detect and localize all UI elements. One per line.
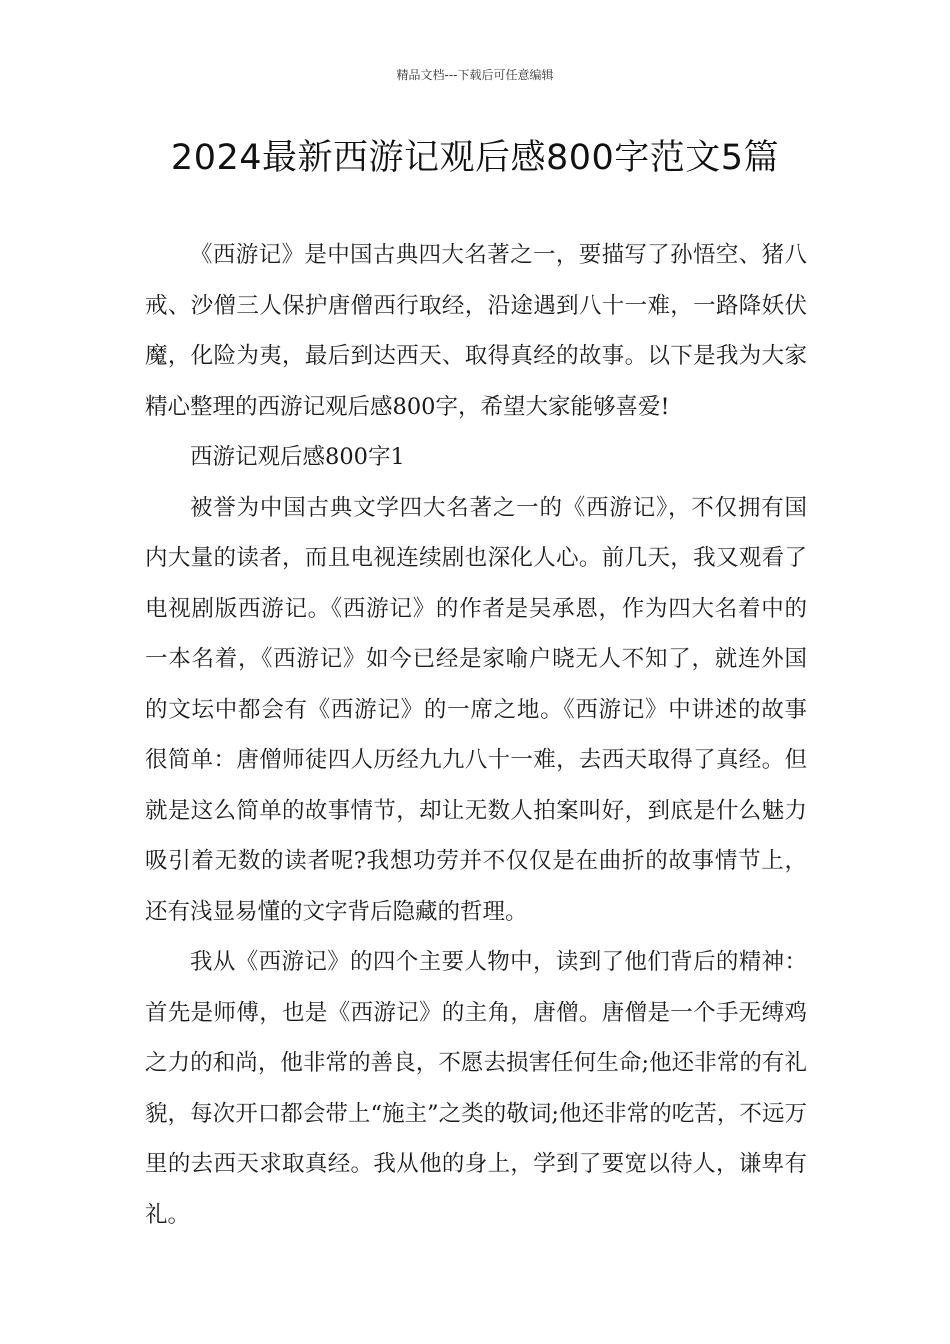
- body-paragraph: 被誉为中国古典文学四大名著之一的《西游记》，不仅拥有国内大量的读者，而且电视连续剧也深化人心。前几天，我又观看了电视剧版西游记。《西游记》的作者是吴承恩，作为四大名着中的一本名着，《西游记》如今已经是家喻户晓无人不知了，就连外国的文坛中都会有《西游记》的一席之地。《西游记》中讲述的故事很简单：唐僧师徒四人历经九九八十一难，去西天取得了真经。但就是这么简单的故事情节，却让无数人拍案叫好，到底是什么魅力吸引着无数的读者呢?我想功劳并不仅仅是在曲折的故事情节上，还有浅显易懂的文字背后隐藏的哲理。: [145, 494, 807, 925]
- header-note: 精品文档---下载后可任意编辑: [396, 68, 554, 82]
- body-paragraph: 我从《西游记》的四个主要人物中，读到了他们背后的精神：首先是师傅，也是《西游记》的主角，唐僧。唐僧是一个手无缚鸡之力的和尚，他非常的善良，不愿去损害任何生命;他还非常的有礼貌，每次开口都会带上“施主”之类的敬词;他还非常的吃苦，不远万里的去西天求取真经。我从他的身上，学到了要宽以待人，谦卑有礼。: [145, 949, 807, 1228]
- document-body: [145, 230, 807, 1240]
- document-title: 2024最新西游记观后感800字范文5篇: [170, 138, 780, 178]
- intro-paragraph: 《西游记》是中国古典四大名著之一，要描写了孙悟空、猪八戒、沙僧三人保护唐僧西行取经，沿途遇到八十一难，一路降妖伏魔，化险为夷，最后到达西天、取得真经的故事。以下是我为大家精心整理的西游记观后感800字，希望大家能够喜爱!: [145, 242, 807, 420]
- section-heading: 西游记观后感800字1: [190, 444, 405, 470]
